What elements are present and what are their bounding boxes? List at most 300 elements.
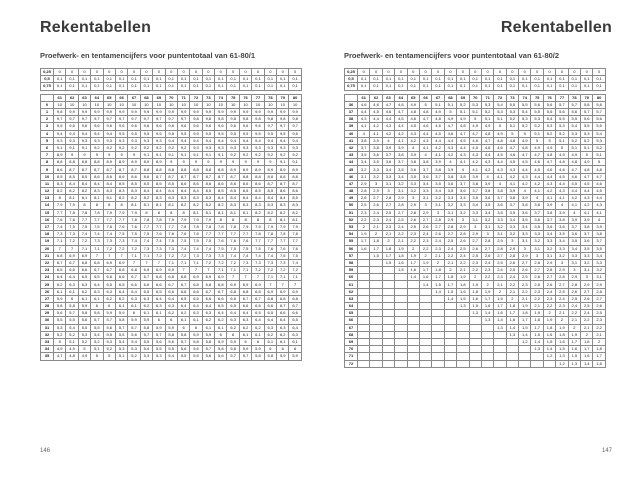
table-cell: 6,5 xyxy=(190,295,202,302)
table-cell: 7,7 xyxy=(153,223,165,230)
table-cell: 9,6 xyxy=(190,123,202,130)
table-cell: 7,5 xyxy=(252,245,264,252)
table-row xyxy=(41,202,302,209)
table-cell: 2,8 xyxy=(444,223,456,230)
table-cell xyxy=(481,346,493,353)
table-cell xyxy=(432,303,444,310)
table-cell: 6,2 xyxy=(252,324,264,331)
table-cell: 6,6 xyxy=(289,310,301,317)
table-cell: 0 xyxy=(593,69,605,76)
table-cell: 1,9 xyxy=(481,288,493,295)
table-cell xyxy=(457,317,469,324)
table-row xyxy=(345,360,606,367)
table-cell: 9,3 xyxy=(115,137,127,144)
table-cell: 0,1 xyxy=(289,76,301,83)
table-cell: 5,5 xyxy=(140,338,152,345)
table-cell: 3,8 xyxy=(469,180,481,187)
table-cell: 0,1 xyxy=(128,83,140,90)
table-cell: 6,2 xyxy=(140,303,152,310)
table-cell: 5,6 xyxy=(581,116,593,123)
table-cell: 9,7 xyxy=(153,116,165,123)
table-cell: 3,3 xyxy=(556,245,568,252)
table-cell: 5,1 xyxy=(66,338,78,345)
table-cell: 6 xyxy=(277,346,289,353)
table-cell: 1,9 xyxy=(469,281,481,288)
table-cell: 2,5 xyxy=(494,259,506,266)
table-cell: 9,2 xyxy=(165,144,177,151)
table-cell: 8,1 xyxy=(66,195,78,202)
table-cell: 2,4 xyxy=(543,288,555,295)
table-cell: 0 xyxy=(227,69,239,76)
table-cell: 0,1 xyxy=(140,83,152,90)
table-row xyxy=(41,317,302,324)
table-cell: 2,3 xyxy=(593,317,605,324)
table-cell: 8,4 xyxy=(66,180,78,187)
table-cell xyxy=(370,346,382,353)
table-cell: 1,3 xyxy=(506,331,518,338)
table-cell: 3,8 xyxy=(556,216,568,223)
table-cell: 9,9 xyxy=(277,108,289,115)
table-cell xyxy=(531,360,543,367)
table-cell: 7,4 xyxy=(140,238,152,245)
table-cell: 4,8 xyxy=(519,144,531,151)
table-cell: 7 xyxy=(252,274,264,281)
table-cell: 4,4 xyxy=(457,144,469,151)
table-cell xyxy=(432,353,444,360)
row-label: 54 xyxy=(345,231,358,238)
table-cell xyxy=(481,324,493,331)
table-row xyxy=(345,310,606,317)
table-cell: 7,1 xyxy=(277,274,289,281)
table-cell: 6,8 xyxy=(264,295,276,302)
table-cell: 7,1 xyxy=(54,238,66,245)
table-cell: 3,8 xyxy=(358,137,370,144)
table-cell xyxy=(481,331,493,338)
row-label: 22 xyxy=(41,259,54,266)
table-cell: 3,4 xyxy=(556,238,568,245)
table-cell: 6,1 xyxy=(202,324,214,331)
table-cell: 70 xyxy=(165,94,177,101)
table-cell: 5,7 xyxy=(239,353,251,360)
table-cell xyxy=(382,303,394,310)
table-cell: 4,2 xyxy=(531,180,543,187)
table-cell: 2,2 xyxy=(506,281,518,288)
table-cell: 3,8 xyxy=(531,202,543,209)
page-title: Rekentabellen xyxy=(40,19,152,36)
table-cell: 6,4 xyxy=(252,317,264,324)
table-cell: 4 xyxy=(593,216,605,223)
table-cell: 5,7 xyxy=(91,317,103,324)
table-row xyxy=(41,130,302,137)
table-cell: 4,4 xyxy=(358,108,370,115)
table-cell: 0,1 xyxy=(419,76,431,83)
table-cell: 3,5 xyxy=(581,245,593,252)
table-cell: 3,7 xyxy=(469,188,481,195)
table-cell: 9,3 xyxy=(91,137,103,144)
table-cell: 9 xyxy=(165,159,177,166)
table-cell xyxy=(358,274,370,281)
table-cell: 7,2 xyxy=(78,238,90,245)
table-cell: 5 xyxy=(519,130,531,137)
table-cell: 0 xyxy=(519,69,531,76)
table-cell: 6,4 xyxy=(54,274,66,281)
page-number: 147 xyxy=(601,448,612,454)
table-row xyxy=(345,137,606,144)
table-cell xyxy=(395,274,407,281)
table-cell: 8,1 xyxy=(277,216,289,223)
table-cell: 4,3 xyxy=(407,130,419,137)
table-cell: 0 xyxy=(215,69,227,76)
table-cell: 6,9 xyxy=(190,274,202,281)
table-row xyxy=(41,108,302,115)
table-cell: 5,6 xyxy=(531,101,543,108)
table-cell: 10 xyxy=(277,101,289,108)
table-cell: 8 xyxy=(91,202,103,209)
table-cell: 1,7 xyxy=(358,238,370,245)
table-cell: 0,1 xyxy=(165,83,177,90)
table-cell: 3,1 xyxy=(481,223,493,230)
table-cell: 3,1 xyxy=(469,216,481,223)
table-cell: 0,1 xyxy=(494,76,506,83)
table-cell: 0,1 xyxy=(444,83,456,90)
table-cell: 8,8 xyxy=(54,159,66,166)
table-cell: 2 xyxy=(581,331,593,338)
table-cell: 70 xyxy=(469,94,481,101)
table-cell xyxy=(358,353,370,360)
table-row xyxy=(345,188,606,195)
table-cell: 2 xyxy=(494,288,506,295)
table-cell: 3,8 xyxy=(543,209,555,216)
table-cell: 5,6 xyxy=(54,310,66,317)
table-cell: 9,3 xyxy=(140,137,152,144)
table-cell: 5,3 xyxy=(469,101,481,108)
table-cell: 6,6 xyxy=(227,295,239,302)
table-cell: 6,7 xyxy=(128,274,140,281)
table-cell: 7,8 xyxy=(153,216,165,223)
table-cell: 2,8 xyxy=(457,231,469,238)
table-cell xyxy=(419,331,431,338)
table-cell: 7,7 xyxy=(115,216,127,223)
table-cell: 65 xyxy=(103,94,115,101)
table-cell: 7,1 xyxy=(140,252,152,259)
table-cell: 3,6 xyxy=(419,173,431,180)
table-cell xyxy=(519,360,531,367)
table-cell: 0,1 xyxy=(419,83,431,90)
table-cell: 9,6 xyxy=(78,123,90,130)
table-cell: 8,5 xyxy=(252,188,264,195)
table-cell: 9,2 xyxy=(91,144,103,151)
table-cell: 77 xyxy=(252,94,264,101)
table-cell xyxy=(407,303,419,310)
table-cell: 8,3 xyxy=(239,202,251,209)
table-cell xyxy=(494,353,506,360)
table-cell: 6,3 xyxy=(239,317,251,324)
table-cell xyxy=(457,338,469,345)
table-cell: 3,4 xyxy=(481,209,493,216)
table-cell: 5,9 xyxy=(252,346,264,353)
table-cell: 3,3 xyxy=(581,252,593,259)
table-row xyxy=(345,267,606,274)
table-cell: 5 xyxy=(593,159,605,166)
table-cell: 8,7 xyxy=(153,173,165,180)
table-row xyxy=(345,252,606,259)
table-cell: 9,7 xyxy=(140,116,152,123)
table-cell: 0,1 xyxy=(252,83,264,90)
table-cell: 7,4 xyxy=(190,245,202,252)
table-cell: 4,9 xyxy=(407,101,419,108)
table-cell: 3,3 xyxy=(506,223,518,230)
table-cell: 5 xyxy=(506,130,518,137)
table-cell: 8,1 xyxy=(215,209,227,216)
table-cell: 6,9 xyxy=(227,281,239,288)
table-row xyxy=(345,331,606,338)
table-cell: 8,8 xyxy=(78,159,90,166)
table-cell: 8,9 xyxy=(54,152,66,159)
row-label: 60 xyxy=(345,274,358,281)
table-cell: 8,7 xyxy=(66,166,78,173)
table-cell: 2,1 xyxy=(568,317,580,324)
table-cell xyxy=(382,338,394,345)
table-cell: 8,8 xyxy=(264,173,276,180)
fraction-row xyxy=(345,69,606,76)
table-cell: 0,1 xyxy=(382,83,394,90)
table-cell: 9 xyxy=(264,159,276,166)
table-cell: 8,8 xyxy=(239,173,251,180)
table-cell: 1,3 xyxy=(568,360,580,367)
table-cell: 8,6 xyxy=(289,188,301,195)
table-cell: 9,6 xyxy=(252,123,264,130)
table-cell: 4,1 xyxy=(358,123,370,130)
table-cell: 4,1 xyxy=(370,130,382,137)
table-cell: 8 xyxy=(115,202,127,209)
table-cell: 9,9 xyxy=(128,108,140,115)
table-cell: 62 xyxy=(66,94,78,101)
table-cell: 8,6 xyxy=(215,180,227,187)
table-cell: 5,1 xyxy=(432,101,444,108)
table-cell: 9,5 xyxy=(215,130,227,137)
table-cell: 4,4 xyxy=(395,123,407,130)
table-cell: 8,5 xyxy=(78,173,90,180)
table-cell: 7,7 xyxy=(202,231,214,238)
table-cell: 8,4 xyxy=(252,195,264,202)
table-cell: 3,8 xyxy=(419,159,431,166)
table-cell: 5,9 xyxy=(153,324,165,331)
table-cell: 8,5 xyxy=(289,195,301,202)
table-cell: 9,7 xyxy=(78,116,90,123)
table-cell: 5,4 xyxy=(91,331,103,338)
table-cell: 0 xyxy=(432,69,444,76)
table-row xyxy=(345,123,606,130)
table-cell: 3,6 xyxy=(568,231,580,238)
row-label: 38 xyxy=(345,116,358,123)
table-cell: 9,8 xyxy=(215,116,227,123)
table-cell: 2,3 xyxy=(382,223,394,230)
table-cell: 3 xyxy=(469,223,481,230)
table-cell: 7,3 xyxy=(91,238,103,245)
table-cell: 8,7 xyxy=(103,166,115,173)
table-cell: 2,6 xyxy=(358,195,370,202)
table-cell: 2,9 xyxy=(469,231,481,238)
table-cell xyxy=(407,295,419,302)
row-label: 61 xyxy=(345,281,358,288)
table-cell xyxy=(370,288,382,295)
table-cell: 2,6 xyxy=(481,252,493,259)
table-cell: 2,4 xyxy=(568,303,580,310)
table-cell: 74 xyxy=(519,94,531,101)
table-cell: 7,4 xyxy=(202,245,214,252)
table-cell: 3,3 xyxy=(382,173,394,180)
table-cell: 8,4 xyxy=(78,180,90,187)
table-cell: 7,8 xyxy=(91,209,103,216)
table-cell: 4,6 xyxy=(593,180,605,187)
table-cell: 8,5 xyxy=(140,180,152,187)
table-cell: 3,8 xyxy=(519,202,531,209)
table-cell: 1,4 xyxy=(444,295,456,302)
table-row xyxy=(41,216,302,223)
table-cell: 4,4 xyxy=(531,173,543,180)
table-cell: 0,1 xyxy=(556,83,568,90)
table-cell: 2,7 xyxy=(432,223,444,230)
table-cell: 9,9 xyxy=(215,108,227,115)
table-cell: 8,8 xyxy=(215,166,227,173)
table-cell: 3,3 xyxy=(419,188,431,195)
table-cell: 0,1 xyxy=(153,76,165,83)
table-cell: 0 xyxy=(506,69,518,76)
table-cell: 7,3 xyxy=(140,245,152,252)
table-cell: 2,2 xyxy=(407,238,419,245)
table-cell: 2 xyxy=(469,274,481,281)
table-cell: 3,5 xyxy=(395,166,407,173)
table-cell: 9,7 xyxy=(115,116,127,123)
table-row xyxy=(345,338,606,345)
table-cell: 4,5 xyxy=(581,180,593,187)
table-cell: 4,9 xyxy=(457,116,469,123)
table-cell: 5,9 xyxy=(165,324,177,331)
table-cell xyxy=(358,331,370,338)
table-cell: 2,9 xyxy=(444,216,456,223)
table-cell: 1,9 xyxy=(494,295,506,302)
table-cell: 3,2 xyxy=(581,259,593,266)
table-row xyxy=(345,353,606,360)
table-cell: 9,4 xyxy=(103,130,115,137)
table-cell: 5,6 xyxy=(153,338,165,345)
table-cell xyxy=(382,331,394,338)
table-cell: 0,1 xyxy=(227,76,239,83)
table-cell xyxy=(382,267,394,274)
table-cell: 1,6 xyxy=(457,288,469,295)
row-label: 1 xyxy=(41,108,54,115)
table-cell: 5,5 xyxy=(568,116,580,123)
table-cell: 6,8 xyxy=(190,281,202,288)
table-cell: 3,9 xyxy=(481,180,493,187)
table-cell: 4,8 xyxy=(395,101,407,108)
table-cell: 0,1 xyxy=(432,76,444,83)
table-cell: 7,3 xyxy=(165,245,177,252)
table-cell: 3,9 xyxy=(432,159,444,166)
table-cell: 0,1 xyxy=(54,83,66,90)
table-row xyxy=(41,173,302,180)
table-cell: 2 xyxy=(432,259,444,266)
table-cell xyxy=(407,353,419,360)
table-cell: 8,2 xyxy=(128,195,140,202)
table-cell: 4,4 xyxy=(593,195,605,202)
table-cell: 68 xyxy=(140,94,152,101)
table-cell: 0 xyxy=(543,69,555,76)
table-cell: 5,7 xyxy=(556,101,568,108)
table-cell: 1,3 xyxy=(556,353,568,360)
table-cell: 4,8 xyxy=(506,137,518,144)
row-label: 14 xyxy=(41,202,54,209)
table-cell: 0,1 xyxy=(382,76,394,83)
table-cell: 2,6 xyxy=(543,281,555,288)
table-cell: 1,8 xyxy=(444,274,456,281)
row-label: 64 xyxy=(345,303,358,310)
table-cell: 9,2 xyxy=(264,152,276,159)
table-cell: 8,3 xyxy=(277,202,289,209)
table-cell: 2,2 xyxy=(444,252,456,259)
table-cell xyxy=(419,288,431,295)
table-cell xyxy=(506,360,518,367)
table-cell: 7,1 xyxy=(165,259,177,266)
table-cell: 8,8 xyxy=(289,173,301,180)
table-cell: 4,3 xyxy=(358,116,370,123)
row-label: 56 xyxy=(345,245,358,252)
table-cell xyxy=(407,331,419,338)
table-cell xyxy=(444,303,456,310)
table-cell: 4,6 xyxy=(481,144,493,151)
table-cell: 3,8 xyxy=(395,152,407,159)
table-cell: 5,2 xyxy=(103,346,115,353)
table-cell: 3,9 xyxy=(370,137,382,144)
table-cell: 4,1 xyxy=(531,188,543,195)
table-cell: 8,3 xyxy=(190,195,202,202)
table-cell: 0,1 xyxy=(177,83,189,90)
table-cell: 0,1 xyxy=(370,76,382,83)
table-cell: 0,1 xyxy=(78,76,90,83)
table-cell xyxy=(469,338,481,345)
table-cell: 8,9 xyxy=(264,166,276,173)
row-label: 42 xyxy=(345,144,358,151)
table-cell: 0,1 xyxy=(202,76,214,83)
table-cell: 6 xyxy=(252,338,264,345)
table-row xyxy=(345,317,606,324)
table-cell: 7,6 xyxy=(289,245,301,252)
table-cell: 4 xyxy=(419,152,431,159)
table-cell: 3,3 xyxy=(370,166,382,173)
table-cell: 8,4 xyxy=(177,188,189,195)
table-cell: 0 xyxy=(469,69,481,76)
table-cell: 4 xyxy=(407,144,419,151)
table-cell: 1,6 xyxy=(543,331,555,338)
table-cell: 2,4 xyxy=(432,238,444,245)
table-cell: 8,5 xyxy=(153,180,165,187)
table-cell: 8,9 xyxy=(289,166,301,173)
table-cell: 5,5 xyxy=(190,353,202,360)
table-cell: 8,6 xyxy=(103,173,115,180)
table-cell: 1,7 xyxy=(432,274,444,281)
table-cell xyxy=(358,317,370,324)
table-cell: 7,8 xyxy=(227,223,239,230)
table-cell: 3 xyxy=(370,180,382,187)
table-cell: 1,7 xyxy=(494,303,506,310)
table-cell: 3 xyxy=(407,195,419,202)
table-cell: 0 xyxy=(190,69,202,76)
table-cell xyxy=(506,353,518,360)
table-cell: 5,2 xyxy=(581,137,593,144)
table-cell: 5,7 xyxy=(66,310,78,317)
table-cell xyxy=(469,324,481,331)
table-cell xyxy=(543,360,555,367)
